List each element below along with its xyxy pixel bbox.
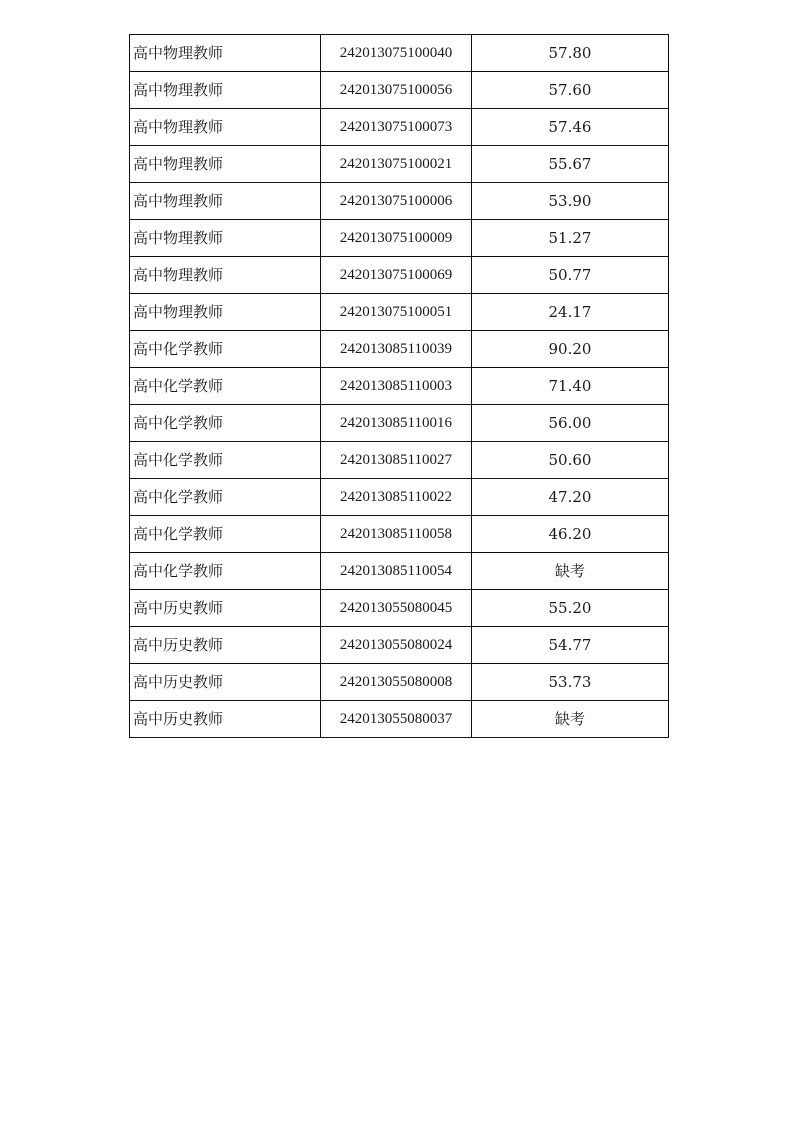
position-cell: 高中历史教师 xyxy=(130,664,321,701)
score-cell: 53.90 xyxy=(472,183,669,220)
table-row xyxy=(130,35,669,72)
position-cell: 高中物理教师 xyxy=(130,72,321,109)
table-row xyxy=(130,331,669,368)
position-cell: 高中物理教师 xyxy=(130,35,321,72)
table-row xyxy=(130,109,669,146)
position-cell: 高中物理教师 xyxy=(130,146,321,183)
score-cell: 90.20 xyxy=(472,331,669,368)
table-row xyxy=(130,257,669,294)
exam-id-cell: 242013075100056 xyxy=(321,72,472,109)
score-cell: 53.73 xyxy=(472,664,669,701)
position-cell: 高中化学教师 xyxy=(130,368,321,405)
table-row xyxy=(130,72,669,109)
position-cell: 高中化学教师 xyxy=(130,516,321,553)
score-cell: 46.20 xyxy=(472,516,669,553)
table-row xyxy=(130,627,669,664)
table-row xyxy=(130,590,669,627)
exam-id-cell: 242013055080008 xyxy=(321,664,472,701)
exam-id-cell: 242013055080024 xyxy=(321,627,472,664)
exam-id-cell: 242013085110054 xyxy=(321,553,472,590)
exam-id-cell: 242013085110022 xyxy=(321,479,472,516)
table-row xyxy=(130,183,669,220)
position-cell: 高中化学教师 xyxy=(130,553,321,590)
exam-id-cell: 242013055080045 xyxy=(321,590,472,627)
position-cell: 高中历史教师 xyxy=(130,701,321,738)
table-row xyxy=(130,220,669,257)
exam-id-cell: 242013055080037 xyxy=(321,701,472,738)
position-cell: 高中历史教师 xyxy=(130,590,321,627)
position-cell: 高中化学教师 xyxy=(130,442,321,479)
table-row xyxy=(130,146,669,183)
table-row xyxy=(130,664,669,701)
position-cell: 高中化学教师 xyxy=(130,405,321,442)
score-cell: 51.27 xyxy=(472,220,669,257)
position-cell: 高中物理教师 xyxy=(130,257,321,294)
score-cell: 55.67 xyxy=(472,146,669,183)
exam-id-cell: 242013075100051 xyxy=(321,294,472,331)
table-row xyxy=(130,701,669,738)
exam-id-cell: 242013075100006 xyxy=(321,183,472,220)
exam-id-cell: 242013085110058 xyxy=(321,516,472,553)
table-row xyxy=(130,442,669,479)
exam-id-cell: 242013075100073 xyxy=(321,109,472,146)
table-row xyxy=(130,479,669,516)
score-cell: 55.20 xyxy=(472,590,669,627)
score-cell: 71.40 xyxy=(472,368,669,405)
score-cell: 57.80 xyxy=(472,35,669,72)
score-cell: 56.00 xyxy=(472,405,669,442)
position-cell: 高中化学教师 xyxy=(130,331,321,368)
position-cell: 高中物理教师 xyxy=(130,183,321,220)
exam-id-cell: 242013085110039 xyxy=(321,331,472,368)
score-cell: 50.77 xyxy=(472,257,669,294)
position-cell: 高中物理教师 xyxy=(130,294,321,331)
position-cell: 高中物理教师 xyxy=(130,220,321,257)
table-row xyxy=(130,294,669,331)
score-cell: 57.60 xyxy=(472,72,669,109)
table-row xyxy=(130,405,669,442)
score-cell: 缺考 xyxy=(472,701,669,738)
score-cell: 57.46 xyxy=(472,109,669,146)
score-cell: 47.20 xyxy=(472,479,669,516)
table-row xyxy=(130,553,669,590)
exam-id-cell: 242013075100009 xyxy=(321,220,472,257)
score-table xyxy=(129,34,669,738)
table-row xyxy=(130,368,669,405)
position-cell: 高中化学教师 xyxy=(130,479,321,516)
exam-id-cell: 242013075100040 xyxy=(321,35,472,72)
exam-id-cell: 242013075100069 xyxy=(321,257,472,294)
exam-id-cell: 242013085110027 xyxy=(321,442,472,479)
score-cell: 24.17 xyxy=(472,294,669,331)
score-cell: 54.77 xyxy=(472,627,669,664)
exam-id-cell: 242013075100021 xyxy=(321,146,472,183)
score-cell: 缺考 xyxy=(472,553,669,590)
table-row xyxy=(130,516,669,553)
position-cell: 高中历史教师 xyxy=(130,627,321,664)
score-cell: 50.60 xyxy=(472,442,669,479)
position-cell: 高中物理教师 xyxy=(130,109,321,146)
exam-id-cell: 242013085110016 xyxy=(321,405,472,442)
score-table-body xyxy=(130,35,669,738)
exam-id-cell: 242013085110003 xyxy=(321,368,472,405)
